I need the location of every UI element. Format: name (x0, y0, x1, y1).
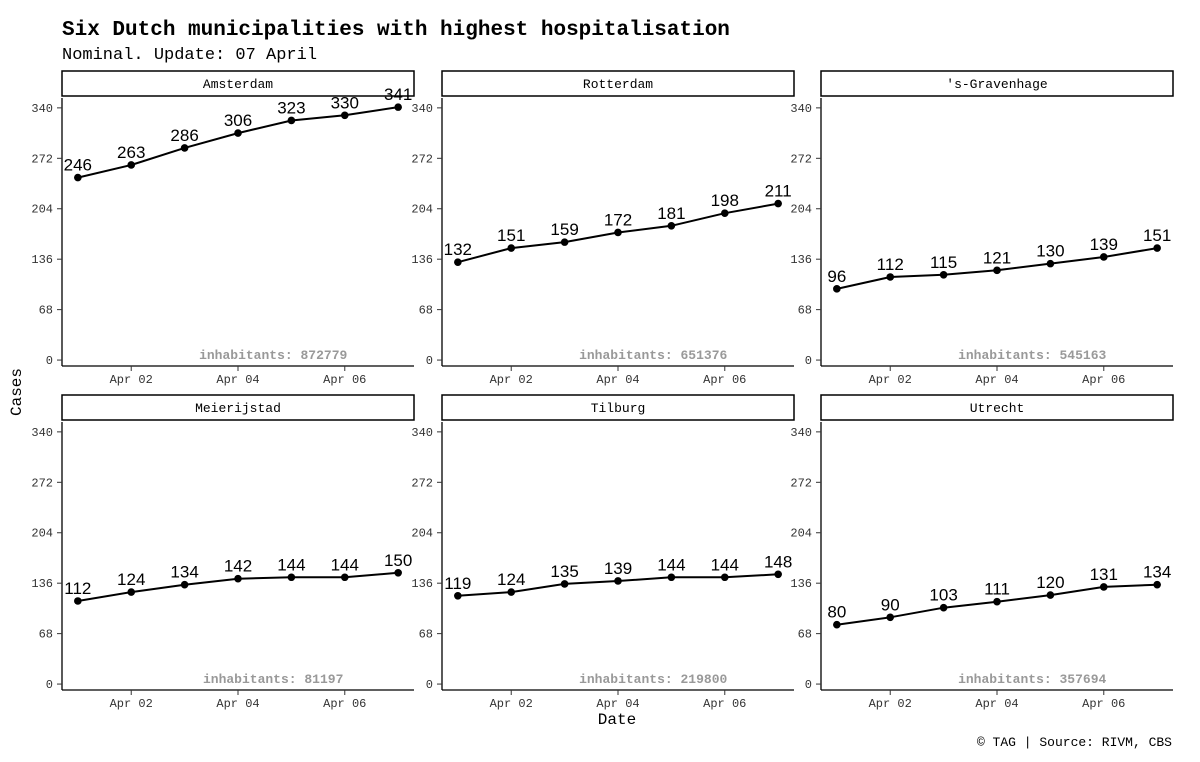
data-point (507, 588, 515, 596)
data-label: 148 (763, 552, 793, 572)
y-tick-label: 340 (411, 425, 433, 440)
data-label: 124 (117, 570, 146, 590)
data-point (886, 273, 894, 281)
data-point (940, 604, 948, 612)
y-tick-label: 68 (797, 303, 812, 318)
y-tick-label: 204 (790, 202, 812, 217)
data-label: 144 (710, 555, 739, 575)
data-label: 131 (1089, 564, 1118, 584)
data-point (774, 570, 782, 578)
data-point (614, 577, 622, 585)
data-label: 90 (880, 595, 900, 615)
data-point (234, 575, 242, 583)
x-tick-label: Apr 02 (109, 697, 153, 711)
data-label: 286 (170, 125, 199, 145)
y-tick-label: 204 (790, 526, 812, 541)
data-point (394, 103, 402, 111)
data-label: 134 (170, 562, 199, 582)
y-tick-label: 204 (31, 526, 53, 541)
facet-strip-label: Tilburg (590, 401, 646, 416)
y-tick-label: 272 (411, 476, 433, 491)
y-tick-label: 272 (31, 152, 53, 167)
data-label: 119 (444, 573, 472, 593)
x-tick-label: Apr 06 (323, 373, 367, 387)
facet-strip-label: Amsterdam (202, 77, 274, 92)
facet-strip-label: Meierijstad (195, 401, 281, 416)
data-point (833, 285, 841, 293)
data-label: 211 (764, 181, 792, 201)
y-tick-label: 204 (411, 526, 433, 541)
data-label: 134 (1142, 562, 1172, 582)
data-label: 306 (223, 111, 253, 131)
inhabitants-label: inhabitants: 81197 (202, 672, 344, 687)
data-label: 112 (64, 578, 92, 598)
chart-subtitle: Nominal. Update: 07 April (62, 46, 318, 65)
data-label: 151 (1142, 226, 1172, 246)
data-label: 246 (63, 155, 93, 175)
x-tick-label: Apr 04 (216, 373, 260, 387)
data-point (721, 209, 729, 217)
x-tick-label: Apr 06 (703, 373, 747, 387)
data-label: 115 (930, 252, 958, 272)
y-tick-label: 272 (790, 152, 812, 167)
data-point (614, 229, 622, 237)
facet-panels (31, 71, 1173, 711)
y-tick-label: 0 (804, 354, 812, 369)
data-point (181, 144, 189, 152)
facet-strip-label: Rotterdam (582, 77, 654, 92)
caption: © TAG | Source: RIVM, CBS (976, 735, 1172, 750)
y-tick-label: 0 (45, 678, 53, 693)
data-label: 80 (827, 602, 847, 622)
y-tick-label: 136 (31, 253, 53, 268)
y-tick-label: 0 (804, 678, 812, 693)
data-label: 132 (443, 240, 473, 260)
data-point (234, 129, 242, 137)
x-tick-label: Apr 02 (868, 373, 912, 387)
x-tick-label: Apr 06 (1082, 697, 1126, 711)
data-point (74, 174, 82, 182)
data-label: 330 (330, 93, 359, 113)
x-axis-title: Date (597, 711, 637, 729)
data-label: 112 (876, 254, 904, 274)
data-point (1153, 244, 1161, 252)
y-tick-label: 0 (425, 354, 433, 369)
data-point (940, 271, 948, 279)
chart-title: Six Dutch municipalities with highest hospitalisation (62, 19, 730, 42)
x-tick-label: Apr 02 (489, 697, 533, 711)
data-point (993, 598, 1001, 606)
y-tick-label: 204 (31, 202, 53, 217)
data-point (454, 258, 462, 266)
data-label: 198 (710, 191, 739, 211)
y-tick-label: 272 (790, 476, 812, 491)
data-label: 151 (497, 226, 526, 246)
data-label: 130 (1036, 241, 1065, 261)
data-label: 341 (383, 85, 413, 105)
data-label: 159 (550, 220, 579, 240)
inhabitants-label: inhabitants: 651376 (579, 348, 728, 363)
data-label: 181 (657, 203, 686, 223)
data-label: 323 (277, 98, 306, 118)
data-point (341, 111, 349, 119)
data-point (1047, 591, 1055, 599)
panel-meierijstad (31, 395, 414, 711)
data-point (833, 621, 841, 629)
y-tick-label: 136 (411, 253, 433, 268)
data-label: 103 (929, 585, 958, 605)
data-point (561, 238, 569, 246)
y-tick-label: 0 (425, 678, 433, 693)
y-tick-label: 340 (790, 425, 812, 440)
y-axis-title: Cases (8, 367, 26, 417)
data-point (1100, 253, 1108, 261)
data-label: 96 (827, 266, 847, 286)
data-label: 121 (982, 248, 1012, 268)
y-tick-label: 136 (790, 577, 812, 592)
data-point (668, 222, 676, 230)
data-label: 111 (984, 579, 1010, 599)
data-point (127, 161, 135, 169)
data-label: 139 (1089, 234, 1118, 254)
facet-strip-label: Utrecht (969, 401, 1025, 416)
data-point (394, 569, 402, 577)
data-label: 172 (603, 210, 633, 230)
x-tick-label: Apr 04 (216, 697, 260, 711)
y-tick-label: 136 (790, 253, 812, 268)
data-label: 263 (117, 142, 146, 162)
data-point (886, 614, 894, 622)
data-label: 120 (1036, 573, 1065, 593)
data-point (74, 597, 82, 605)
y-tick-label: 68 (797, 627, 812, 642)
inhabitants-label: inhabitants: 219800 (579, 672, 728, 687)
x-tick-label: Apr 02 (109, 373, 153, 387)
data-label: 144 (330, 555, 359, 575)
y-tick-label: 340 (790, 101, 812, 116)
inhabitants-label: inhabitants: 357694 (958, 672, 1107, 687)
y-tick-label: 68 (38, 627, 53, 642)
data-point (454, 592, 462, 600)
data-label: 139 (603, 558, 633, 578)
inhabitants-label: inhabitants: 545163 (958, 348, 1107, 363)
x-tick-label: Apr 02 (489, 373, 533, 387)
data-point (668, 573, 676, 581)
data-point (561, 580, 569, 588)
y-tick-label: 68 (418, 303, 433, 318)
y-tick-label: 136 (31, 577, 53, 592)
x-tick-label: Apr 02 (868, 697, 912, 711)
x-tick-label: Apr 06 (1082, 373, 1126, 387)
x-tick-label: Apr 04 (596, 373, 640, 387)
y-tick-label: 0 (45, 354, 53, 369)
data-label: 142 (223, 556, 253, 576)
data-label: 124 (497, 570, 526, 590)
data-label: 144 (657, 555, 686, 575)
x-tick-label: Apr 04 (975, 697, 1019, 711)
y-tick-label: 340 (411, 101, 433, 116)
inhabitants-label: inhabitants: 872779 (199, 348, 348, 363)
data-label: 144 (277, 555, 306, 575)
data-label: 150 (383, 550, 413, 570)
facet-strip-label: 's-Gravenhage (946, 77, 1048, 92)
data-point (288, 117, 296, 125)
data-point (341, 573, 349, 581)
data-point (1047, 260, 1055, 268)
x-tick-label: Apr 06 (323, 697, 367, 711)
panel-rotterdam (411, 71, 794, 387)
y-tick-label: 68 (418, 627, 433, 642)
data-point (1153, 581, 1161, 589)
data-point (1100, 583, 1108, 591)
x-tick-label: Apr 06 (703, 697, 747, 711)
x-tick-label: Apr 04 (596, 697, 640, 711)
data-point (721, 573, 729, 581)
panel-tilburg (411, 395, 794, 711)
y-tick-label: 272 (411, 152, 433, 167)
data-point (774, 200, 782, 208)
panel-amsterdam (31, 71, 414, 387)
data-point (127, 588, 135, 596)
data-point (507, 244, 515, 252)
y-tick-label: 68 (38, 303, 53, 318)
y-tick-label: 340 (31, 425, 53, 440)
panel-utrecht (790, 395, 1173, 711)
data-point (288, 573, 296, 581)
y-tick-label: 340 (31, 101, 53, 116)
data-point (993, 267, 1001, 275)
data-label: 135 (550, 561, 579, 581)
panel--s-gravenhage (790, 71, 1173, 387)
y-tick-label: 204 (411, 202, 433, 217)
y-tick-label: 272 (31, 476, 53, 491)
data-point (181, 581, 189, 589)
y-tick-label: 136 (411, 577, 433, 592)
x-tick-label: Apr 04 (975, 373, 1019, 387)
